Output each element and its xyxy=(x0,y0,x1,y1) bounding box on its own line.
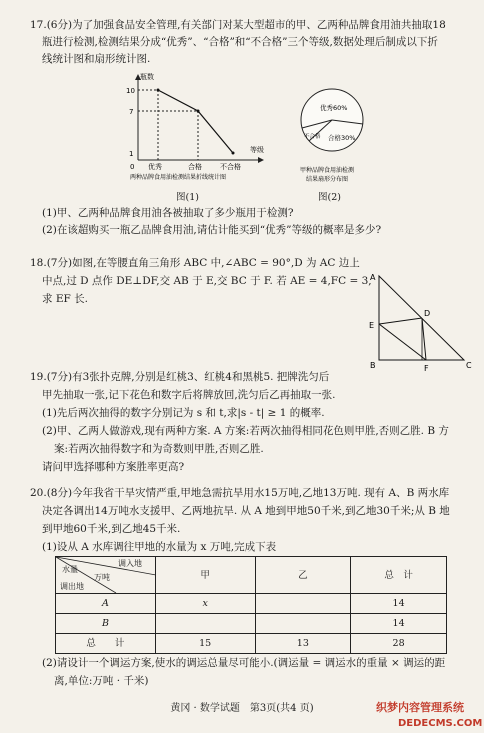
slice-pass-label: 合格30% xyxy=(328,134,356,142)
label-b: B xyxy=(370,361,376,370)
label-a: A xyxy=(370,273,376,282)
y-axis-label: 瓶数 xyxy=(140,73,154,81)
table-row xyxy=(56,594,447,614)
q19-line-2: 甲先抽取一张,记下花色和数字后将牌放回,洗匀后乙再抽取一张. xyxy=(42,389,336,401)
point-good xyxy=(157,89,160,92)
col-header-yi: 乙 xyxy=(255,557,351,594)
row-label: B xyxy=(56,614,156,634)
q18-line-2: 中点,过 D 点作 DE⊥DF,交 AB 于 E,交 BC 于 F. 若 AE = 4,FC = 3, xyxy=(42,275,372,287)
x-tick-good: 优秀 xyxy=(148,163,162,171)
figure-2-caption-2: 结果扇形分布图 xyxy=(306,176,349,183)
q20-sub-2a: (2)请设计一个调运方案,使水的调运总量尽可能小.(调运量 = 调运水的重量 × 调运的距 xyxy=(42,657,446,669)
q20-table xyxy=(55,556,447,654)
q19-line-4: (2)甲、乙两人做游戏,现有两种方案. A 方案:若两次抽得相同花色则甲胜,否则乙胜. B 方 xyxy=(42,425,449,437)
y-tick-0: 0 xyxy=(130,163,135,171)
figure-1-caption: 两种品牌食用油检测结果折线统计图 xyxy=(130,174,227,180)
watermark-url: DEDECMS.COM xyxy=(398,718,483,729)
point-fail xyxy=(232,152,235,155)
q17-sub-2: (2)在该超购买一瓶乙品牌食用油,请估计能买到“优秀”等级的概率是多少? xyxy=(42,224,382,236)
page-footer: 黄冈 · 数学试题 第3页(共4 页) xyxy=(170,703,314,714)
q18-triangle-figure xyxy=(364,268,474,374)
q17-line-3: 线统计图和扇形统计图. xyxy=(42,53,151,65)
q20-line-3: 到甲地60千米,到乙地45千米. xyxy=(42,523,181,535)
q20-line-1: 20.(8分)今年我省干旱灾情严重,甲地急需抗旱用水15万吨,乙地13万吨. 现有 A、B 两水库 xyxy=(30,487,450,499)
corner-unit-label: 万吨 xyxy=(94,573,110,582)
q20-sub-1: (1)设从 A 水库调往甲地的水量为 x 万吨,完成下表 xyxy=(42,541,277,553)
corner-bottom-label: 调出地 xyxy=(60,582,84,591)
x-tick-pass: 合格 xyxy=(188,163,202,171)
cell xyxy=(255,614,351,634)
cell: 14 xyxy=(351,614,447,634)
cell: 14 xyxy=(351,594,447,614)
q19-line-6: 请问甲选择哪种方案胜率更高? xyxy=(42,461,185,473)
q17-line-2: 瓶进行检测,检测结果分成“优秀”、“合格”和“不合格”三个等级,数据处理后制成以下折 xyxy=(42,36,438,48)
x-axis-arrow xyxy=(258,157,264,163)
y-tick-1: 1 xyxy=(129,150,134,158)
y-tick-7: 7 xyxy=(129,108,134,116)
q18-line-3: 求 EF 长. xyxy=(42,293,88,305)
watermark-text: 织梦内容管理系统 xyxy=(376,701,464,714)
table-row xyxy=(56,614,447,634)
segment-df xyxy=(422,318,426,360)
col-header-jia: 甲 xyxy=(155,557,255,594)
segment-ed xyxy=(379,318,422,324)
figure-2-caption-1: 甲种品牌食用油检测 xyxy=(300,167,355,174)
cell xyxy=(155,614,255,634)
y-tick-10: 10 xyxy=(126,87,135,95)
corner-mid-label: 水量 xyxy=(62,565,78,574)
point-pass xyxy=(197,110,200,113)
label-e: E xyxy=(369,321,375,330)
q20-sub-2b: 离,单位:万吨 · 千米) xyxy=(54,675,149,687)
q17-sub-1: (1)甲、乙两种品牌食用油各被抽取了多少瓶用于检测? xyxy=(42,207,294,219)
x-axis-label: 等级 xyxy=(250,146,264,154)
label-f: F xyxy=(424,364,429,373)
row-label: A xyxy=(56,594,156,614)
q20-line-2: 决定各调出14万吨水支援甲、乙两地抗旱. 从 A 地到甲地50千米,到乙地30千米;从 B 地 xyxy=(42,505,450,517)
figure-1-line-chart xyxy=(118,72,268,180)
segment-ef xyxy=(379,324,426,360)
row-label: 总 计 xyxy=(56,634,156,654)
label-d: D xyxy=(424,309,431,318)
q18-line-1: 18.(7分)如图,在等腰直角三角形 ABC 中,∠ABC = 90°,D 为 AC 边上 xyxy=(30,257,360,269)
table-row xyxy=(56,634,447,654)
cell: x xyxy=(155,594,255,614)
x-tick-fail: 不合格 xyxy=(220,163,241,171)
q19-line-3: (1)先后两次抽得的数字分别记为 s 和 t,求|s - t| ≥ 1 的概率. xyxy=(42,407,325,419)
cell: 28 xyxy=(351,634,447,654)
col-header-total: 总 计 xyxy=(351,557,447,594)
q17-line-1: 17.(6分)为了加强食品安全管理,有关部门对某大型超市的甲、乙两种品牌食用油共抽取18 xyxy=(30,19,446,31)
figure-2-label: 图(2) xyxy=(318,192,341,203)
slice-good-label: 优秀60% xyxy=(320,104,348,112)
slice-fail-label: 不合格 xyxy=(304,134,321,140)
cell xyxy=(255,594,351,614)
data-line xyxy=(158,90,233,153)
q19-line-5: 案:若两次抽得数字和为奇数则甲胜,否则乙胜. xyxy=(54,443,264,455)
corner-top-label: 调入地 xyxy=(118,559,142,568)
figure-1-label: 图(1) xyxy=(176,192,199,203)
q19-line-1: 19.(7分)有3张扑克牌,分别是红桃3、红桃4和黑桃5. 把牌洗匀后 xyxy=(30,371,330,383)
label-c: C xyxy=(466,361,472,370)
cell: 15 xyxy=(155,634,255,654)
table-corner-cell xyxy=(56,557,156,594)
figure-2-pie-chart xyxy=(292,86,372,192)
cell: 13 xyxy=(255,634,351,654)
